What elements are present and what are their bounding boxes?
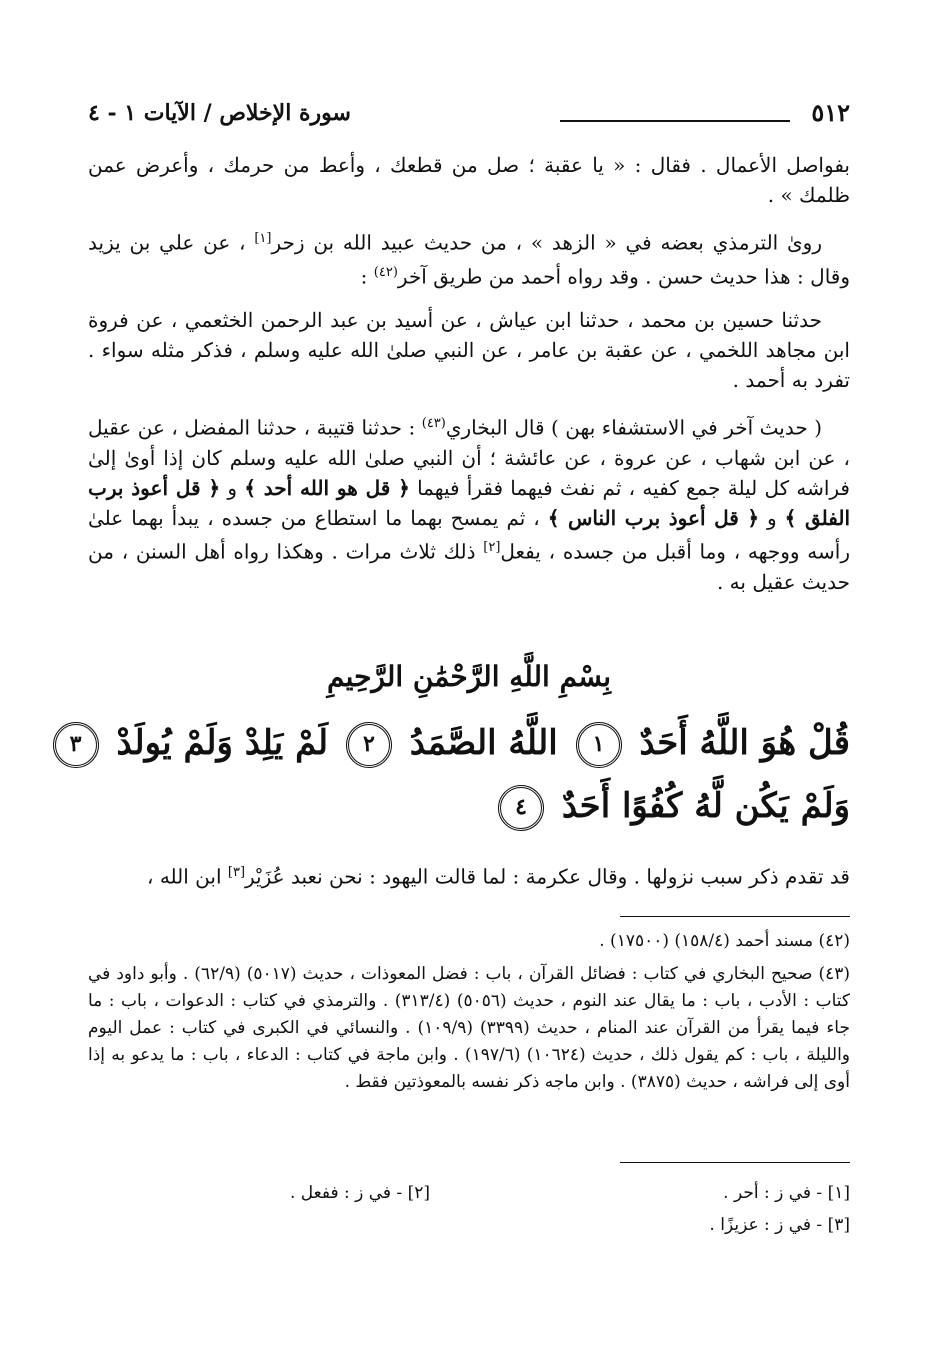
- ayah-number-marker: ٢: [346, 722, 392, 768]
- footnote-42: (٤٢) مسند أحمد (١٥٨/٤) (١٧٥٠٠) .: [599, 931, 850, 951]
- commentary-line: [88, 858, 850, 892]
- paragraph-2-text-a: روىٰ الترمذي بعضه في « الزهد » ، من حديث عبيد الله بن زحر: [271, 230, 822, 255]
- surah-title: سورة الإخلاص / الآيات ١ - ٤: [88, 100, 351, 126]
- commentary-text-b: ابن الله ،: [147, 864, 228, 889]
- footnote-43: (٤٣) صحيح البخاري في كتاب : فضائل القرآن ، باب : فضل المعوذات ، حديث (٥٠١٧) (٦٢/٩) . وأبو داود في كتاب : الأدب ، باب : ما يقال عند النوم ، حديث (٥٠٥٦) (٣١٣/٤) . والترمذي في كتاب : الدعوات ، باب : ما جاء فيما يقرأ من القرآن عند المنام ، حديث (٣٣٩٩) (١٠٩/٩) . والنسائي في الكبرى في كتاب : عمل اليوم والليلة ، باب : كم يقول ذلك ، حديث (١٠٦٢٤) (١٩٧/٦) . وابن ماجة في كتاب : الدعاء ، باب : ما يدعو به إذا أوى إلى فراشه ، حديث (٣٨٧٥) . وابن ماجه ذكر نفسه بالمعوذتين فقط .: [88, 964, 851, 1092]
- paragraph-1: بفواصل الأعمال . فقال : « يا عقبة ؛ صل من قطعك ، وأعط من حرمك ، وأعرض عمن ظلمك » .: [88, 153, 850, 207]
- ayah-number-marker: ٤: [498, 785, 544, 831]
- footnote-ref: [٢]: [483, 539, 501, 555]
- paragraph-3: حدثنا حسين بن محمد ، حدثنا ابن عياش ، عن أسيد بن عبد الرحمن الخثعمي ، عن فروة ابن مجاهد اللخمي ، عن عقبة بن عامر ، عن النبي صلىٰ الله عليه وسلم ، فذكر مثله سواء . تفرد به أحمد .: [88, 308, 850, 393]
- ayah-3: لَمْ يَلِدْ وَلَمْ يُولَدْ: [116, 723, 329, 763]
- paragraph-2-text-b: ، عن علي بن يزيد وقال : هذا حديث حسن . وقد رواه أحمد من طريق آخر: [88, 230, 850, 289]
- variant-note-2: [٢] - في ز : ففعل .: [289, 1183, 430, 1203]
- paragraph-4-text-a: ( حديث آخر في الاستشفاء بهن ) قال البخاري: [445, 415, 823, 440]
- commentary-text-a: قد تقدم ذكر سبب نزولها . وقال عكرمة : لما قالت اليهود : نحن نعبد عُزَيْر: [245, 864, 850, 889]
- quran-quote: ﴿ قل هو الله أحد ﴾: [244, 475, 410, 500]
- paragraph-4-text-b: : حدثنا قتيبة ، حدثنا المفضل ، عن عقيل ، عن ابن شهاب ، عن عروة ، عن عائشة ؛ أن النبي صلىٰ الله عليه وسلم كان إذا أوىٰ إلىٰ فراشه كل ليلة جمع كفيه ، ثم نفث فيهما فقرأ فيهما: [88, 415, 850, 500]
- paragraph-2: [88, 224, 850, 291]
- variant-note-3: [٣] - في ز : عزيزًا .: [709, 1215, 850, 1235]
- variant-notes-divider: [620, 1162, 850, 1163]
- header-rule: [560, 120, 790, 122]
- page-header: [88, 96, 850, 136]
- page-number: ٥١٢: [811, 98, 850, 127]
- ayah-number-marker: ٣: [53, 722, 99, 768]
- ayah-2: اللَّهُ الصَّمَدُ: [409, 723, 558, 763]
- paragraph-4-text-e: ، ثم يمسح بهما ما استطاع من جسده ، يبدأ بهما علىٰ رأسه ووجهه ، وما أقبل من جسده ، يفعل: [88, 505, 850, 564]
- body-text: [88, 150, 850, 611]
- footnote-ref: (٤٣): [421, 416, 446, 432]
- variant-note-1: [١] - في ز : أحر .: [723, 1183, 850, 1203]
- basmala: بِسْمِ اللَّهِ الرَّحْمَٰنِ الرَّحِيمِ: [327, 660, 611, 693]
- footnotes: [88, 928, 850, 1102]
- paragraph-4-text-f: ذلك ثلاث مرات . وهكذا رواه أهل السنن ، من حديث عقيل به .: [88, 539, 850, 594]
- ayah-1: قُلْ هُوَ اللَّهُ أَحَدٌ: [639, 723, 850, 763]
- quran-quote: ﴿ قل أعوذ برب الفلق ﴾: [88, 475, 851, 530]
- ayah-number-marker: ١: [576, 722, 622, 768]
- ayah-line-1: [69, 722, 850, 768]
- ayah-line-2: [88, 785, 850, 831]
- footnote-ref: (٤٢): [373, 264, 398, 280]
- paragraph-4-text-c: و: [220, 475, 245, 500]
- footnote-ref: [٣]: [227, 865, 246, 880]
- ayah-4: وَلَمْ يَكُن لَّهُ كُفُوًا أَحَدٌ: [561, 786, 850, 826]
- paragraph-4: [88, 409, 850, 596]
- variant-notes: [88, 1178, 850, 1248]
- footnote-ref: [١]: [254, 231, 272, 246]
- footnote-divider: [620, 916, 850, 917]
- paragraph-2-text-c: :: [360, 264, 374, 289]
- paragraph-4-text-d: و: [759, 505, 785, 530]
- quran-quote: ﴿ قل أعوذ برب الناس ﴾: [547, 505, 760, 530]
